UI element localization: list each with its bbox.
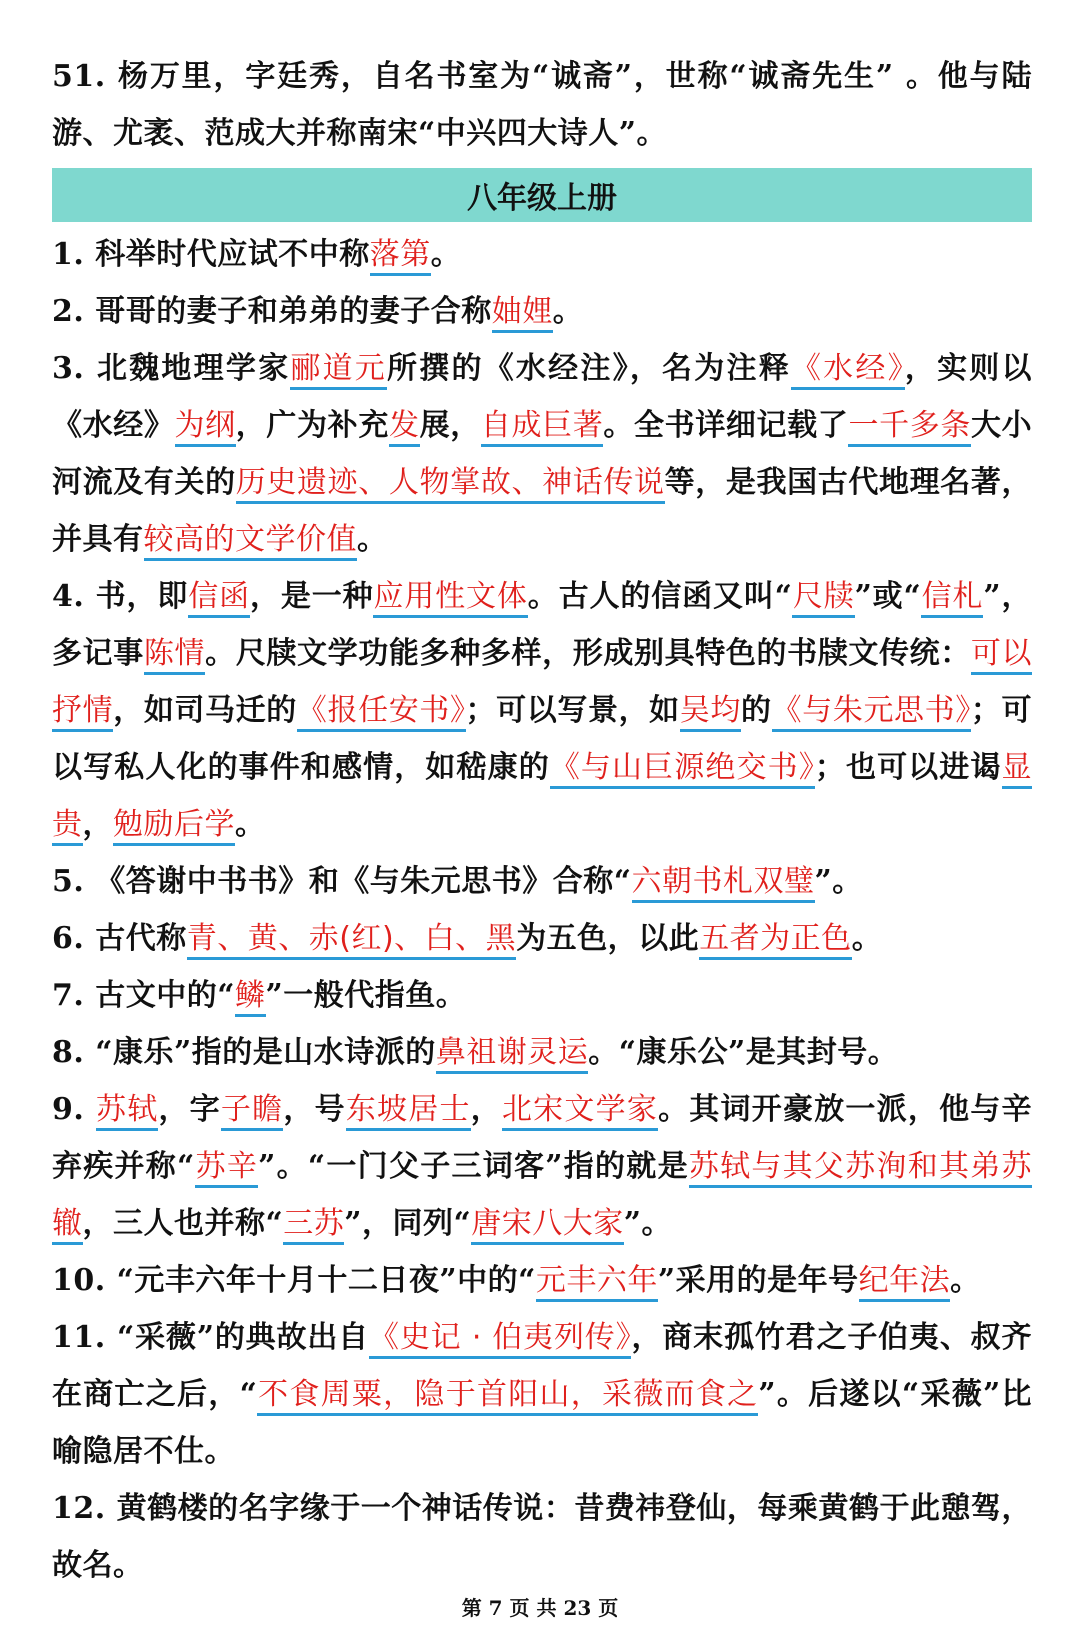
answer-highlight: 东坡居士 [346,1092,471,1131]
answer-highlight: 应用性文体 [373,579,527,618]
answer-highlight: 鼻祖谢灵运 [436,1035,589,1074]
item-11 [52,1309,1032,1480]
answer-highlight: 一千多条 [848,408,971,447]
body-text: 。 [357,522,388,557]
answer-highlight: 为纲 [175,408,236,447]
answer-highlight: 可以抒情 [52,636,1032,732]
body-text: ， [82,807,113,842]
body-text: 展， [419,408,481,443]
answer-highlight: 落第 [370,237,431,276]
body-text: 。尺牍文学功能多种多样，形成别具特色的书牍文传统： [205,636,971,671]
item-51 [52,48,1032,162]
body-text: ，三人也并称“ [82,1206,284,1241]
body-text: 7. 古文中的“ [52,978,236,1013]
body-text: ，广为补充 [235,408,389,443]
answer-highlight: 尺牍 [792,579,854,618]
answer-highlight: 陈情 [144,636,205,675]
item-5 [52,853,1032,910]
body-text: 。古人的信函又叫“ [527,579,793,614]
answer-highlight: 子瞻 [221,1092,283,1131]
item-1 [52,226,1032,283]
body-text: ， [470,1092,502,1127]
item-6 [52,910,1032,967]
answer-highlight: 苏轼 [96,1092,158,1131]
body-text: 12. 黄鹤楼的名字缘于一个神话传说：昔费祎登仙，每乘黄鹤于此憩驾，故名。 [52,1491,1032,1583]
body-text: 4. 书，即 [52,579,189,614]
body-text: 2. 哥哥的妻子和弟弟的妻子合称 [52,294,492,329]
answer-highlight: 自成巨著 [481,408,604,447]
answer-highlight: 较高的文学价值 [144,522,358,561]
body-text: ，如司马迁的 [113,693,297,728]
body-text: 为五色，以此 [516,921,700,956]
body-text: 10. “元丰六年十月十二日夜”中的“ [52,1263,536,1298]
document-body [52,48,1032,1594]
item-9 [52,1081,1032,1252]
answer-highlight: 鳞 [235,978,266,1017]
body-text: 的 [741,693,772,728]
body-text: ，商末孤竹君之子伯夷、叔齐在商亡之后，“ [52,1320,1033,1412]
body-text: 。“康乐公”是其封号。 [588,1035,899,1070]
item-12 [52,1480,1032,1594]
body-text: 3. 北魏地理学家 [52,351,291,386]
body-text: 。其词开豪放一派，他与辛弃疾并称“ [52,1092,1033,1184]
body-text: 。 [552,294,584,329]
answer-highlight: 唐宋八大家 [471,1206,624,1245]
answer-highlight: 《与朱元思书》 [772,693,971,732]
answer-highlight: 信函 [188,579,250,618]
body-text: 51. 杨万里，字廷秀，自名书室为“诚斋”，世称“诚斋先生” 。他与陆游、尤袤、范成大并称南宋“中兴四大诗人”。 [52,59,1032,151]
page-footer: 第 7 页 共 23 页 [461,1596,619,1620]
body-text: 。 [235,807,266,842]
body-text: ”。后遂以“采薇”比喻隐居不仕。 [52,1377,1032,1469]
answer-highlight: 郦道元 [290,351,387,390]
item-4 [52,568,1032,853]
section-header [52,168,1032,222]
body-text: 8. “康乐”指的是山水诗派的 [52,1035,436,1070]
body-text: ；也可以进谒 [814,750,1002,785]
answer-highlight: 吴均 [680,693,741,732]
item-2 [52,283,1032,340]
answer-highlight: 三苏 [283,1206,344,1245]
answer-highlight: 发 [389,408,420,447]
body-text: 大小河流及有关的 [52,408,1033,500]
answer-highlight: 青、黄、赤(红)、白、黑 [187,921,516,960]
body-text: ，号 [283,1092,346,1127]
body-text: ，实则以《水经》 [52,351,1033,443]
body-text: ”。“一门父子三词客”指的就是 [258,1149,689,1184]
answer-highlight: 六朝书札双璧 [632,864,815,903]
answer-highlight: 《史记 · 伯夷列传》 [369,1320,631,1359]
body-text: 。 [950,1263,981,1298]
body-text: 6. 古代称 [52,921,187,956]
answer-highlight: 五者为正色 [699,921,852,960]
body-text: ；可以写私人化的事件和感情，如嵇康的 [52,693,1032,785]
body-text: ”或“ [854,579,922,614]
body-text: 11. “采薇”的典故出自 [52,1320,370,1355]
answer-highlight: 信札 [921,579,983,618]
answer-highlight: 苏辛 [195,1149,258,1188]
answer-highlight: 苏轼与其父苏洵和其弟苏辙 [52,1149,1032,1245]
body-text: 1. 科举时代应试不中称 [52,237,370,272]
answer-highlight: 纪年法 [859,1263,951,1302]
answer-highlight: 《与山巨源绝交书》 [550,750,815,789]
answer-highlight: 历史遗迹、人物掌故、神话传说 [236,465,665,504]
body-text: ；可以写景，如 [465,693,680,728]
item-10 [52,1252,1032,1309]
body-text: ”采用的是年号 [657,1263,859,1298]
body-text: 9. [52,1092,96,1127]
body-text: ”，多记事 [52,579,1033,671]
body-text: 。全书详细记载了 [603,408,849,443]
answer-highlight: 勉励后学 [113,807,235,846]
body-text: ”。 [623,1206,673,1241]
body-text: ”，同列“ [344,1206,472,1241]
answer-highlight: 《报任安书》 [297,693,466,732]
body-text: ，字 [158,1092,221,1127]
item-7 [52,967,1032,1024]
body-text: 。 [430,237,462,272]
answer-highlight: 《水经》 [791,351,905,390]
section-title: 八年级上册 [467,181,617,216]
body-text: 等，是我国古代地理名著，并具有 [52,465,1033,557]
answer-highlight: 北宋文学家 [502,1092,658,1131]
body-text: ”。 [814,864,863,899]
answer-highlight: 元丰六年 [536,1263,658,1302]
body-text: ”一般代指鱼。 [265,978,467,1013]
item-3 [52,340,1032,568]
item-8 [52,1024,1032,1081]
body-text: 5. 《答谢中书书》和《与朱元思书》合称“ [52,864,632,899]
body-text: 所撰的《水经注》，名为注释 [387,351,791,386]
answer-highlight: 不食周粟，隐于首阳山，采薇而食之 [257,1377,758,1416]
answer-highlight: 妯娌 [492,294,553,333]
answer-highlight: 显贵 [52,750,1032,846]
body-text: ，是一种 [249,579,374,614]
body-text: 。 [851,921,883,956]
